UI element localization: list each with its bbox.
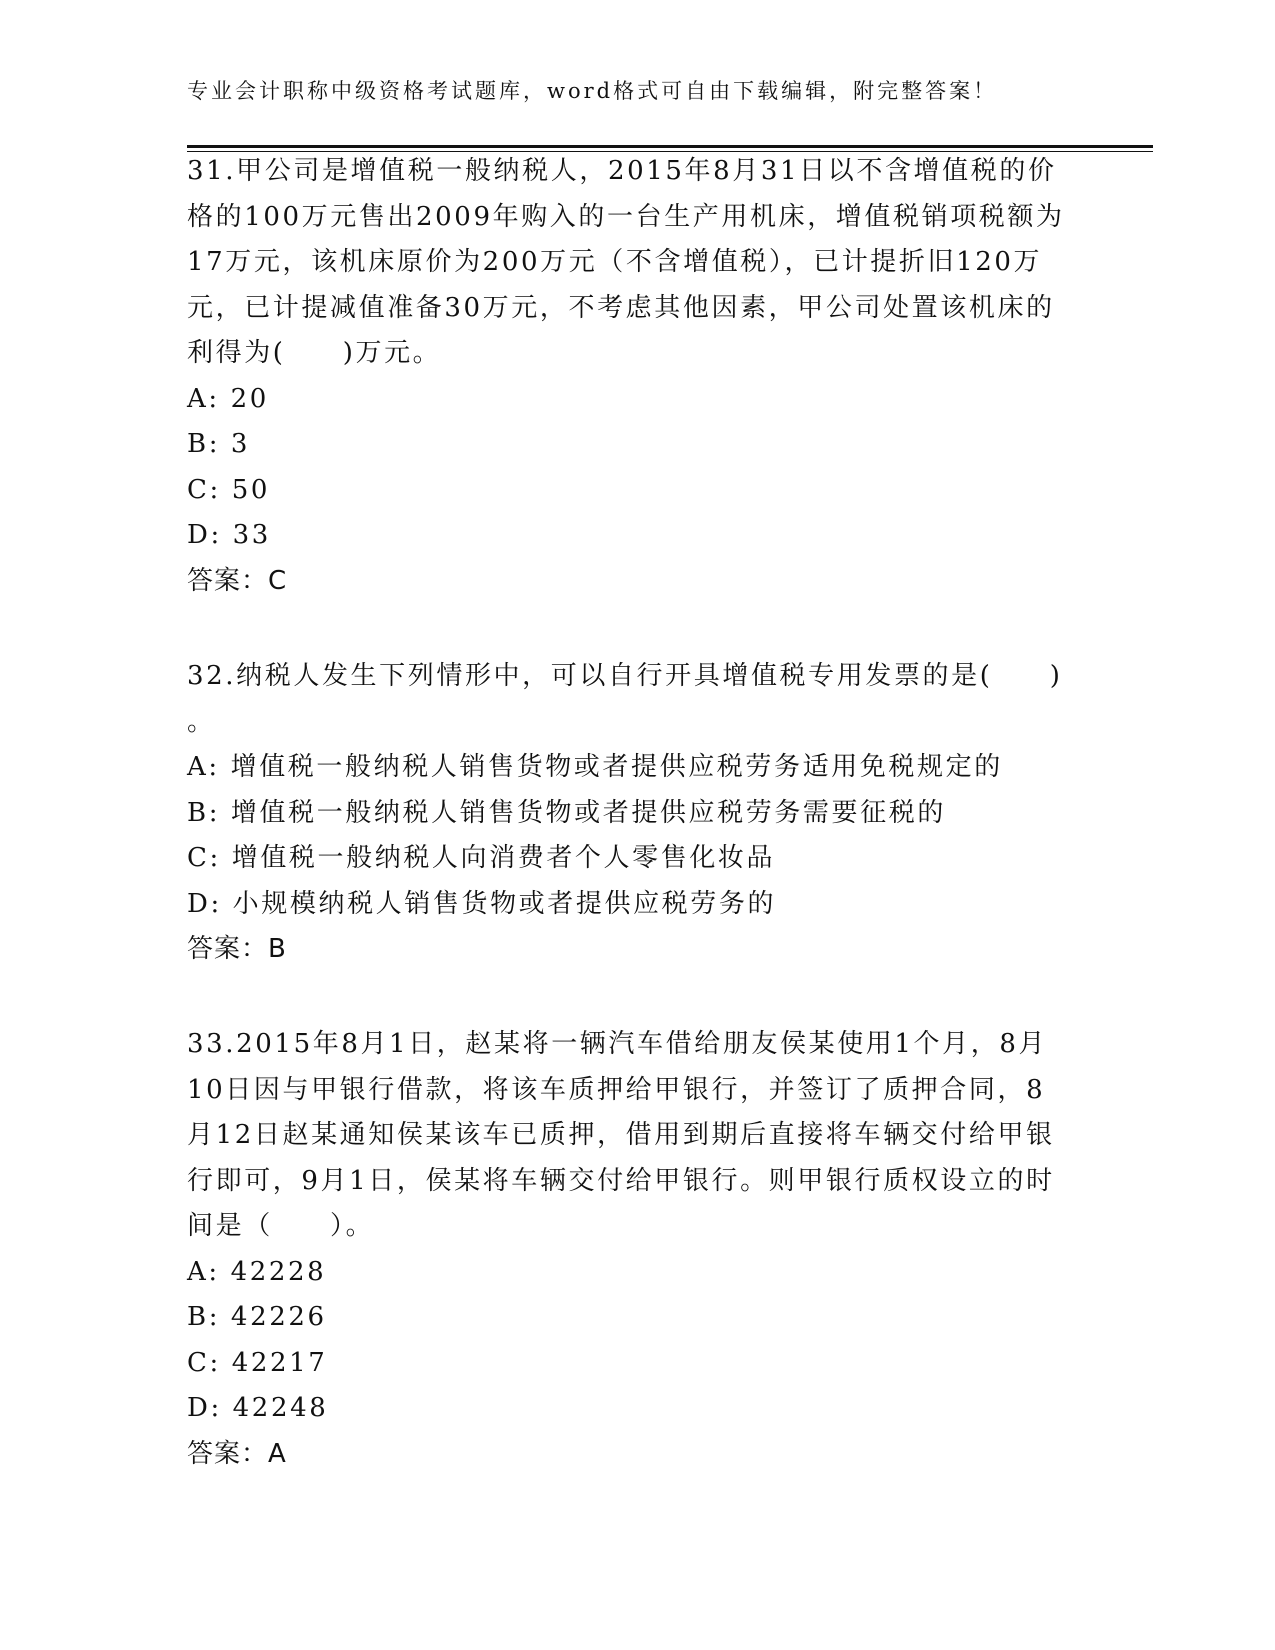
- option-b: B: 42226: [187, 1302, 327, 1332]
- question-line: 月12日赵某通知侯某该车已质押，借用到期后直接将车辆交付给甲银: [187, 1120, 1055, 1150]
- answer: 答案：A: [187, 1438, 287, 1469]
- question-line: 32.纳税人发生下列情形中，可以自行开具增值税专用发票的是( ): [187, 661, 1063, 691]
- option-d: D: 42248: [187, 1393, 329, 1423]
- option-c: C: 增值税一般纳税人向消费者个人零售化妆品: [187, 843, 776, 873]
- option-a: A: 42228: [187, 1256, 327, 1287]
- page-header: 专业会计职称中级资格考试题库，word格式可自由下载编辑，附完整答案！: [187, 79, 998, 103]
- question-line: 31.甲公司是增值税一般纳税人，2015年8月31日以不含增值税的价: [187, 156, 1057, 186]
- question-line: 行即可，9月1日，侯某将车辆交付给甲银行。则甲银行质权设立的时: [187, 1165, 1055, 1196]
- question-line: 17万元，该机床原价为200万元（不含增值税），已计提折旧120万: [187, 247, 1043, 277]
- option-c: C: 42217: [187, 1347, 328, 1378]
- header-rule-thick: [187, 145, 1153, 148]
- option-d: D: 小规模纳税人销售货物或者提供应税劳务的: [187, 888, 777, 919]
- option-a: A: 20: [187, 383, 269, 414]
- option-c: C: 50: [187, 474, 271, 505]
- question-line: 。: [187, 706, 216, 737]
- question-32: [187, 654, 1067, 973]
- question-line: 元，已计提减值准备30万元，不考虑其他因素，甲公司处置该机床的: [187, 292, 1055, 323]
- option-b: B: 增值税一般纳税人销售货物或者提供应税劳务需要征税的: [187, 797, 946, 828]
- question-line: 格的100万元售出2009年购入的一台生产用机床，增值税销项税额为: [187, 201, 1065, 232]
- answer: 答案：C: [187, 565, 288, 596]
- option-b: B: 3: [187, 429, 251, 459]
- option-d: D: 33: [187, 520, 271, 550]
- question-line: 10日因与甲银行借款，将该车质押给甲银行，并签订了质押合同，8: [187, 1074, 1046, 1105]
- question-33: [187, 1022, 1067, 1477]
- option-a: A: 增值税一般纳税人销售货物或者提供应税劳务适用免税规定的: [187, 752, 1003, 782]
- question-line: 利得为( )万元。: [187, 338, 442, 368]
- answer: 答案：B: [187, 934, 287, 964]
- question-line: 33.2015年8月1日，赵某将一辆汽车借给朋友侯某使用1个月，8月: [187, 1029, 1048, 1059]
- question-31: [187, 149, 1067, 604]
- question-line: 间是（ ）。: [187, 1211, 375, 1241]
